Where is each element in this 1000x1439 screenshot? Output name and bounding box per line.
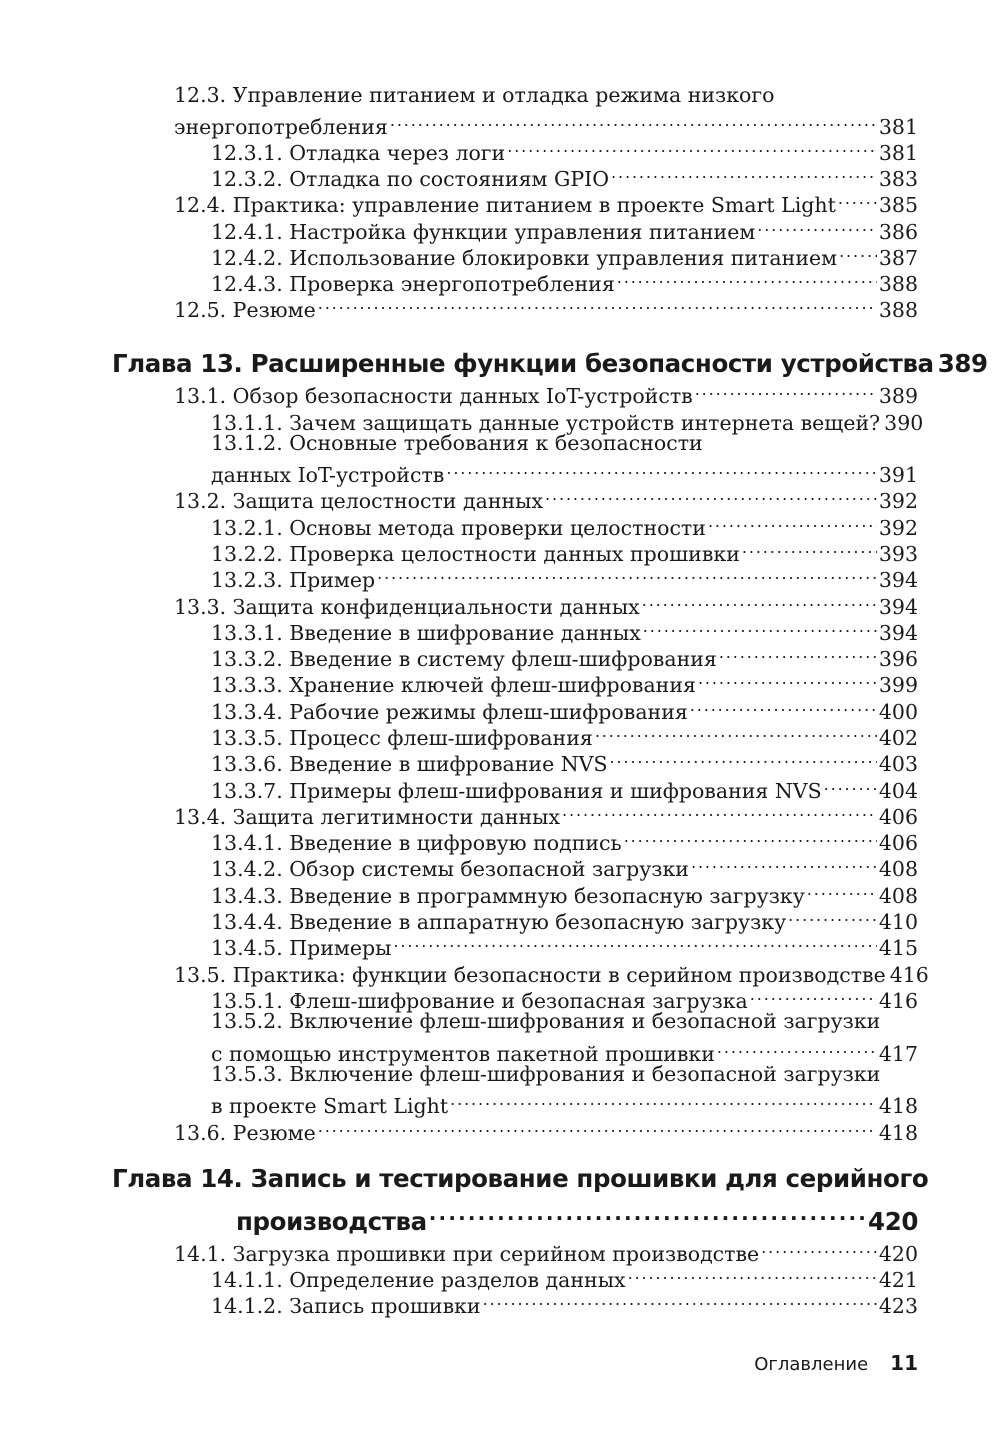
toc-entry: 13.6. Резюме . . . 418 xyxy=(174,1114,918,1140)
toc-entry: 13.3.5. Процесс флеш-шифрования . . . 402 xyxy=(211,719,918,745)
chapter-heading: производства . . . 420 xyxy=(236,1196,918,1230)
toc-entry: с помощью инструментов пакетной прошивки . . . 417 xyxy=(211,1035,918,1061)
dot-leader xyxy=(839,239,877,265)
page-number: 416 xyxy=(878,989,918,1013)
dot-leader xyxy=(642,588,877,614)
page-number: 404 xyxy=(878,779,918,803)
page-number: 392 xyxy=(878,516,918,540)
dot-leader xyxy=(691,850,877,876)
toc-entry: 12.4.1. Настройка функции управления питанием . . . 386 xyxy=(211,213,918,239)
toc-entry: 13.3.3. Хранение ключей флеш-шифрования . . . 399 xyxy=(211,666,918,692)
page-number: 416 xyxy=(889,963,929,987)
dot-leader xyxy=(761,1235,877,1261)
dot-leader xyxy=(624,824,877,850)
page-number: 418 xyxy=(878,1094,918,1118)
page-number: 383 xyxy=(878,167,918,191)
dot-leader xyxy=(690,693,877,719)
toc-entry: 13.2.3. Пример . . . 394 xyxy=(211,561,918,587)
toc-entry: 13.2.1. Основы метода проверки целостности . . . 392 xyxy=(211,509,918,535)
dot-leader xyxy=(628,1261,877,1287)
page-number: 400 xyxy=(878,700,918,724)
toc-entry: 13.3.7. Примеры флеш-шифрования и шифрования NVS . . . 404 xyxy=(211,772,918,798)
dot-leader xyxy=(611,160,877,186)
dot-leader xyxy=(446,456,877,482)
dot-leader xyxy=(617,265,877,291)
page-number: 403 xyxy=(878,752,918,776)
dot-leader xyxy=(708,509,877,535)
toc-entry: 14.1.1. Определение разделов данных . . . 421 xyxy=(211,1261,918,1287)
dot-leader xyxy=(450,1087,877,1113)
page-number: 392 xyxy=(878,489,918,513)
page-number: 388 xyxy=(878,272,918,296)
footer-label: Оглавление xyxy=(754,1354,869,1375)
page-number: 388 xyxy=(878,298,918,322)
toc-entry: 13.5. Практика: функции безопасности в серийном производстве 416 xyxy=(174,963,929,987)
toc-entry: 13.1. Обзор безопасности данных IoT-устройств . . . 389 xyxy=(174,377,918,403)
page-number: 423 xyxy=(878,1294,918,1318)
toc-entry: 12.4.2. Использование блокировки управления питанием . . . 387 xyxy=(211,239,918,265)
page-number: 387 xyxy=(878,246,918,270)
page-number: 381 xyxy=(878,141,918,165)
page-number: 390 xyxy=(884,411,924,435)
dot-leader xyxy=(838,186,877,212)
toc-entry: 13.4. Защита легитимности данных . . . 406 xyxy=(174,798,918,824)
page-number: 381 xyxy=(878,115,918,139)
dot-leader xyxy=(377,561,877,587)
page-number: 391 xyxy=(878,463,918,487)
page-number: 421 xyxy=(878,1268,918,1292)
toc-entry: 12.4.3. Проверка энергопотребления . . . 388 xyxy=(211,265,918,291)
toc-entry: 13.5.3. Включение флеш-шифрования и безопасной загрузки xyxy=(211,1062,881,1086)
page-number: 396 xyxy=(878,647,918,671)
toc-entry: 13.3.1. Введение в шифрование данных . . . 394 xyxy=(211,614,918,640)
dot-leader xyxy=(595,719,877,745)
page-number: 406 xyxy=(878,805,918,829)
dot-leader xyxy=(545,482,877,508)
toc-entry: данных IoT-устройств . . . 391 xyxy=(211,456,918,482)
chapter-heading: Глава 13. Расширенные функции безопасности устройства 389 xyxy=(112,338,918,372)
toc-entry: 13.2.2. Проверка целостности данных прошивки . . . 393 xyxy=(211,535,918,561)
page-number: 399 xyxy=(878,673,918,697)
dot-leader xyxy=(610,745,877,771)
page-number: 394 xyxy=(878,595,918,619)
page-number: 415 xyxy=(878,936,918,960)
toc-entry: 13.4.1. Введение в цифровую подпись . . . 406 xyxy=(211,824,918,850)
page-footer xyxy=(754,1351,918,1375)
toc-entry: 13.4.2. Обзор системы безопасной загрузки . . . 408 xyxy=(211,850,918,876)
page-number: 402 xyxy=(878,726,918,750)
page-number: 406 xyxy=(878,831,918,855)
chapter-heading: Глава 14. Запись и тестирование прошивки для серийного xyxy=(112,1164,929,1193)
toc-entry: 13.3.4. Рабочие режимы флеш-шифрования . . . 400 xyxy=(211,693,918,719)
dot-leader xyxy=(807,877,877,903)
toc-entry: 13.3.6. Введение в шифрование NVS . . . 403 xyxy=(211,745,918,771)
toc-entry: 13.3. Защита конфиденциальности данных . . . 394 xyxy=(174,588,918,614)
toc-entry: 13.4.3. Введение в программную безопасную загрузку . . . 408 xyxy=(211,877,918,903)
dot-leader xyxy=(757,213,877,239)
dot-leader xyxy=(698,666,877,692)
dot-leader xyxy=(750,982,877,1008)
dot-leader xyxy=(483,1287,877,1313)
page-number: 389 xyxy=(937,349,988,378)
page-number: 408 xyxy=(878,857,918,881)
toc-entry: 13.2. Защита целостности данных . . . 392 xyxy=(174,482,918,508)
toc-entry: 14.1. Загрузка прошивки при серийном производстве . . . 420 xyxy=(174,1235,918,1261)
dot-leader xyxy=(562,798,877,824)
toc-entry: 12.5. Резюме . . . 388 xyxy=(174,291,918,317)
page-number: 408 xyxy=(878,884,918,908)
dot-leader xyxy=(429,1196,866,1230)
page-number: 393 xyxy=(878,542,918,566)
toc-entry: 13.4.5. Примеры . . . 415 xyxy=(211,929,918,955)
dot-leader xyxy=(318,291,877,317)
toc-entry: 14.1.2. Запись прошивки . . . 423 xyxy=(211,1287,918,1313)
toc-entry: 13.3.2. Введение в систему флеш-шифрования . . . 396 xyxy=(211,640,918,666)
toc-entry: в проекте Smart Light . . . 418 xyxy=(211,1087,918,1113)
dot-leader xyxy=(643,614,877,640)
dot-leader xyxy=(318,1114,877,1140)
toc-entry: энергопотребления . . . 381 xyxy=(174,108,918,134)
toc-entry: 13.5.2. Включение флеш-шифрования и безопасной загрузки xyxy=(211,1009,881,1033)
page-number: 420 xyxy=(868,1207,918,1236)
page-number: 394 xyxy=(878,621,918,645)
toc-entry: 12.3.2. Отладка по состояниям GPIO . . . 383 xyxy=(211,160,918,186)
page-number: 418 xyxy=(878,1121,918,1145)
page-number: 394 xyxy=(878,568,918,592)
dot-leader xyxy=(390,108,877,134)
page-number: 410 xyxy=(878,910,918,934)
page-number: 386 xyxy=(878,220,918,244)
toc-entry: 12.4. Практика: управление питанием в проекте Smart Light . . . 385 xyxy=(174,186,918,212)
toc-entry: 13.4.4. Введение в аппаратную безопасную загрузку . . . 410 xyxy=(211,903,918,929)
page-number: 385 xyxy=(878,193,918,217)
dot-leader xyxy=(695,377,877,403)
toc-entry: 13.1.1. Зачем защищать данные устройств интернета вещей? 390 xyxy=(211,411,924,435)
toc-entry: 12.3.1. Отладка через логи . . . 381 xyxy=(211,134,918,160)
page-number: 420 xyxy=(878,1242,918,1266)
footer-page-number: 11 xyxy=(890,1351,918,1375)
dot-leader xyxy=(507,134,877,160)
page-number: 389 xyxy=(878,384,918,408)
dot-leader xyxy=(393,929,876,955)
dot-leader xyxy=(788,903,877,929)
toc-entry: 13.5.1. Флеш-шифрование и безопасная загрузка . . . 416 xyxy=(211,982,918,1008)
toc-entry: 13.1.2. Основные требования к безопасности xyxy=(211,431,703,455)
dot-leader xyxy=(719,640,877,666)
toc-entry: 12.3. Управление питанием и отладка режима низкого xyxy=(174,83,775,107)
page-number: 417 xyxy=(878,1042,918,1066)
dot-leader xyxy=(742,535,877,561)
dot-leader xyxy=(717,1035,877,1061)
dot-leader xyxy=(824,772,877,798)
